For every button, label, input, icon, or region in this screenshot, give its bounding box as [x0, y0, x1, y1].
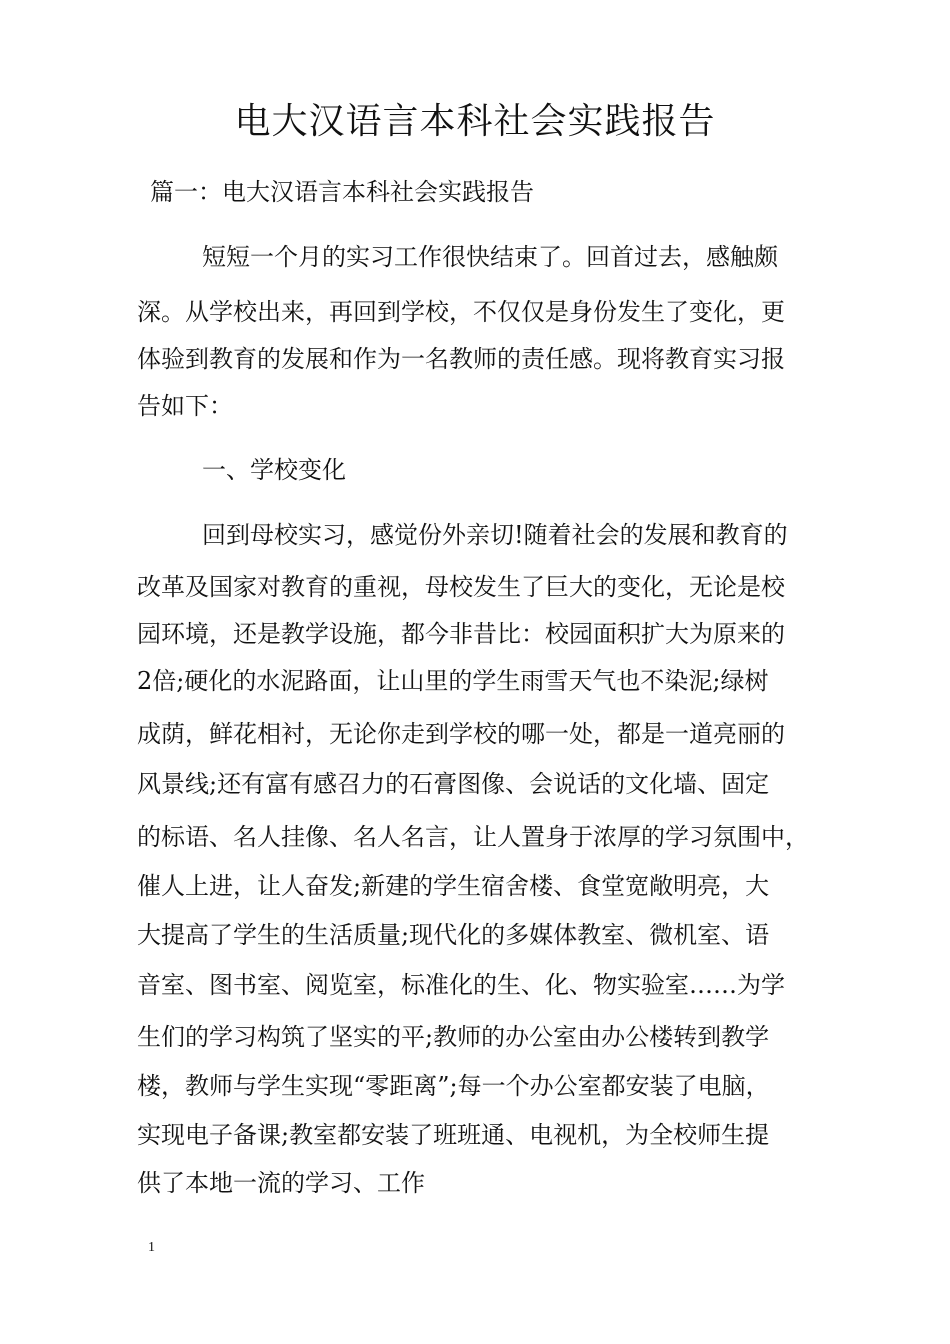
- paragraph-line: 园环境，还是教学设施，都今非昔比：校园面积扩大为原来的: [137, 620, 785, 648]
- paragraph-line: 实现电子备课;教室都安装了班班通、电视机，为全校师生提: [137, 1121, 770, 1149]
- document-title: 电大汉语言本科社会实践报告: [234, 101, 716, 142]
- paragraph-line: 供了本地一流的学习、工作: [137, 1169, 425, 1197]
- paragraph-line: 2倍;硬化的水泥路面，让山里的学生雨雪天气也不染泥;绿树: [137, 667, 769, 695]
- paragraph-line: 音室、图书室、阅览室，标准化的生、化、物实验室……为学: [137, 971, 785, 999]
- paragraph-line: 回到母校实习，感觉份外亲切!随着社会的发展和教育的: [202, 521, 788, 549]
- paragraph-line: 成荫，鲜花相衬，无论你走到学校的哪一处，都是一道亮丽的: [137, 720, 785, 748]
- paragraph-line: 改革及国家对教育的重视，母校发生了巨大的变化，无论是校: [137, 573, 785, 601]
- page-number: 1: [148, 1240, 155, 1255]
- paragraph-line: 风景线;还有富有感召力的石膏图像、会说话的文化墙、固定: [137, 770, 770, 798]
- paragraph-line: 的标语、名人挂像、名人名言，让人置身于浓厚的学习氛围中，: [137, 823, 809, 851]
- paragraph-line: 楼，教师与学生实现“零距离”;每一个办公室都安装了电脑，: [137, 1072, 770, 1100]
- paragraph-line: 深。从学校出来，再回到学校，不仅仅是身份发生了变化，更: [137, 298, 785, 326]
- document-subtitle: 篇一：电大汉语言本科社会实践报告: [150, 178, 534, 206]
- paragraph-line: 大提高了学生的生活质量;现代化的多媒体教室、微机室、语: [137, 921, 770, 949]
- paragraph-line: 短短一个月的实习工作很快结束了。回首过去，感触颇: [202, 243, 778, 271]
- paragraph-line: 告如下：: [137, 392, 233, 420]
- paragraph-line: 生们的学习构筑了坚实的平;教师的办公室由办公楼转到教学: [137, 1023, 770, 1051]
- paragraph-line: 体验到教育的发展和作为一名教师的责任感。现将教育实习报: [137, 345, 785, 373]
- section-heading: 一、学校变化: [202, 456, 346, 484]
- paragraph-line: 催人上进，让人奋发;新建的学生宿舍楼、食堂宽敞明亮，大: [137, 872, 770, 900]
